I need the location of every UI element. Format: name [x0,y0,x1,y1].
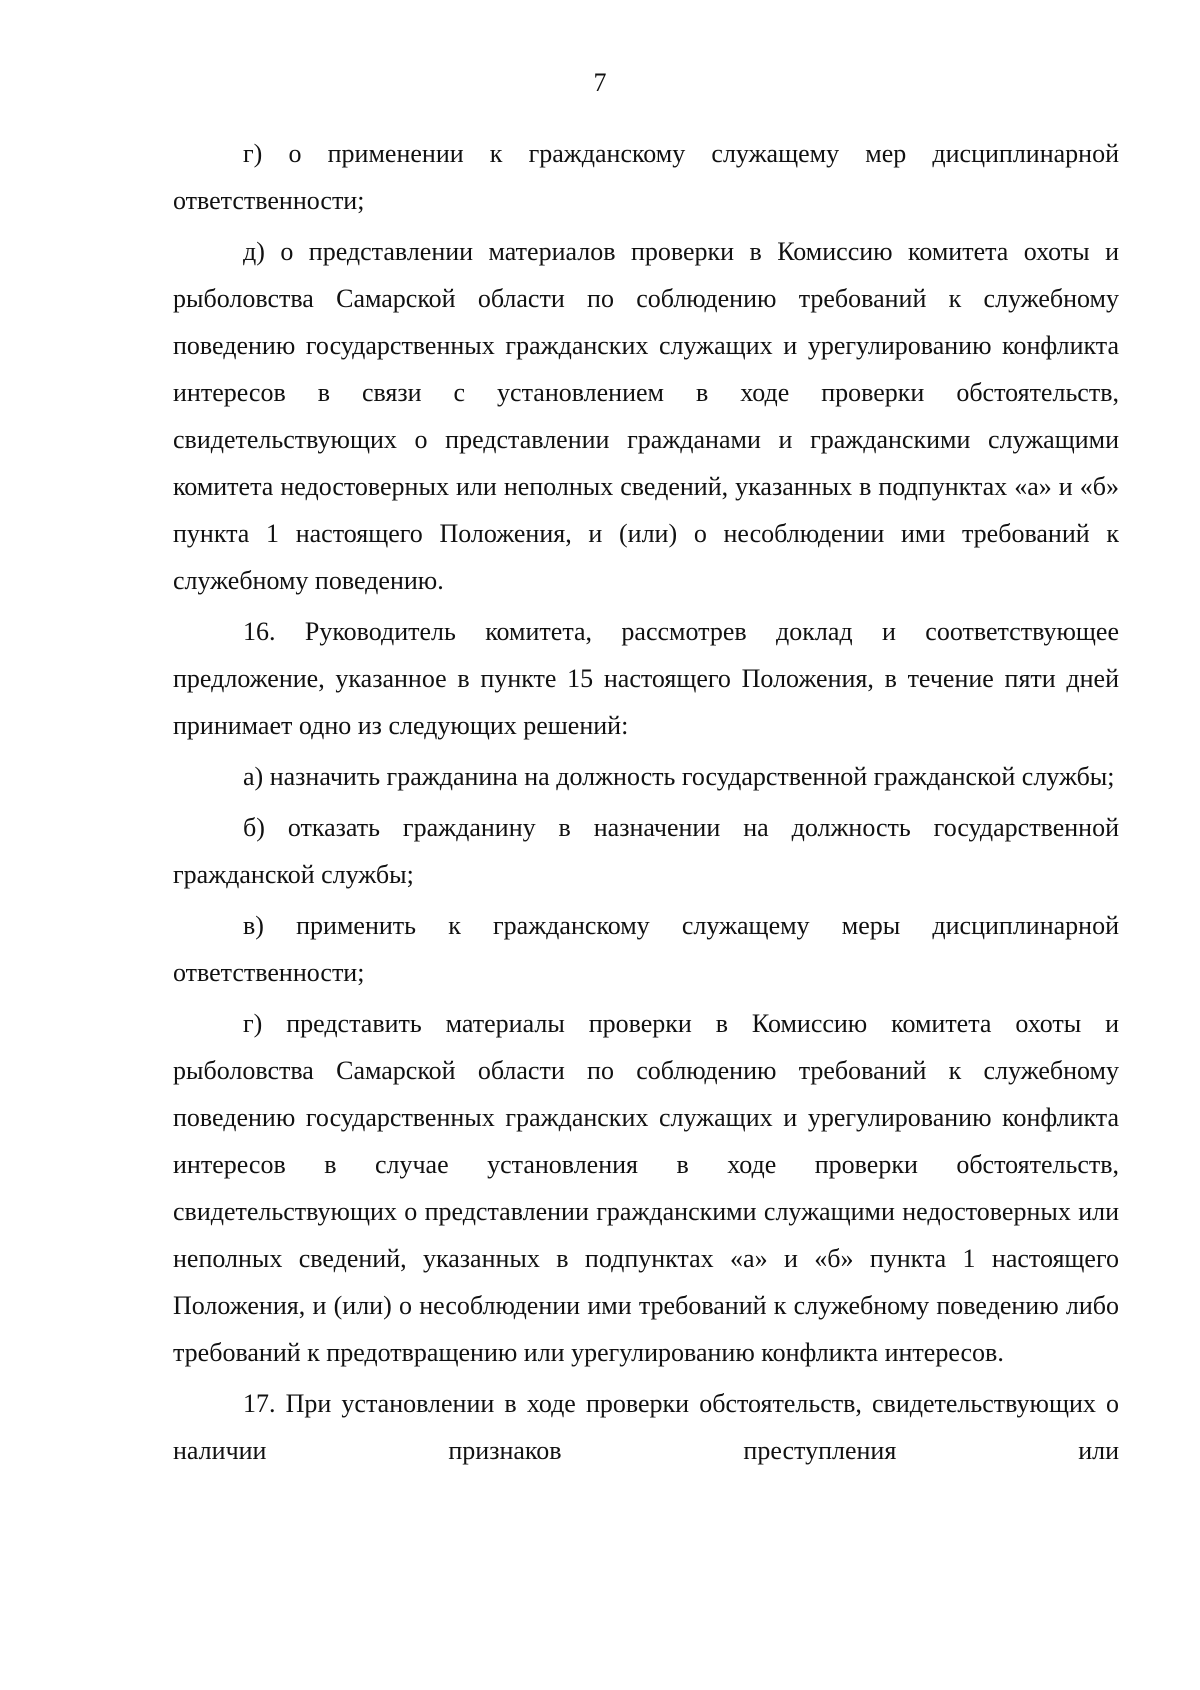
paragraph-d-commission: д) о представлении материалов проверки в Комиссию комитета охоты и рыболовства Самарской области по соблюдению требований к служебному поведению государственных гражданских служащих и урегулированию конфликта интересов в связи с установлением в ходе проверки обстоятельств, свидетельствующих о представлении гражданами и гражданскими служащими комитета недостоверных или неполных сведений, указанных в подпунктах «а» и «б» пункта 1 настоящего Положения, и (или) о несоблюдении ими требований к служебному поведению. [173,237,1119,595]
paragraph-16-v: в) применить к гражданскому служащему меры дисциплинарной ответственности; [173,911,1119,987]
paragraph-16-g: г) представить материалы проверки в Комиссию комитета охоты и рыболовства Самарской области по соблюдению требований к служебному поведению государственных гражданских служащих и урегулированию конфликта интересов в случае установления в ходе проверки обстоятельств, свидетельствующих о представлении гражданскими служащими недостоверных или неполных сведений, указанных в подпунктах «а» и «б» пункта 1 настоящего Положения, и (или) о несоблюдении ими требований к служебному поведению либо требований к предотвращению или урегулированию конфликта интересов. [173,1009,1119,1367]
page-number: 7 [593,68,607,97]
document-body [173,130,1119,1478]
paragraph-16-a: а) назначить гражданина на должность государственной гражданской службы; [243,762,1115,791]
paragraph-16-b: б) отказать гражданину в назначении на должность государственной гражданской службы; [173,813,1119,889]
paragraph-16: 16. Руководитель комитета, рассмотрев доклад и соответствующее предложение, указанное в пункте 15 настоящего Положения, в течение пяти дней принимает одно из следующих решений: [173,617,1119,740]
paragraph-17: 17. При установлении в ходе проверки обстоятельств, свидетельствующих о наличии признаков преступления или [173,1389,1119,1465]
paragraph-g-disciplinary: г) о применении к гражданскому служащему мер дисциплинарной ответственности; [173,139,1119,215]
